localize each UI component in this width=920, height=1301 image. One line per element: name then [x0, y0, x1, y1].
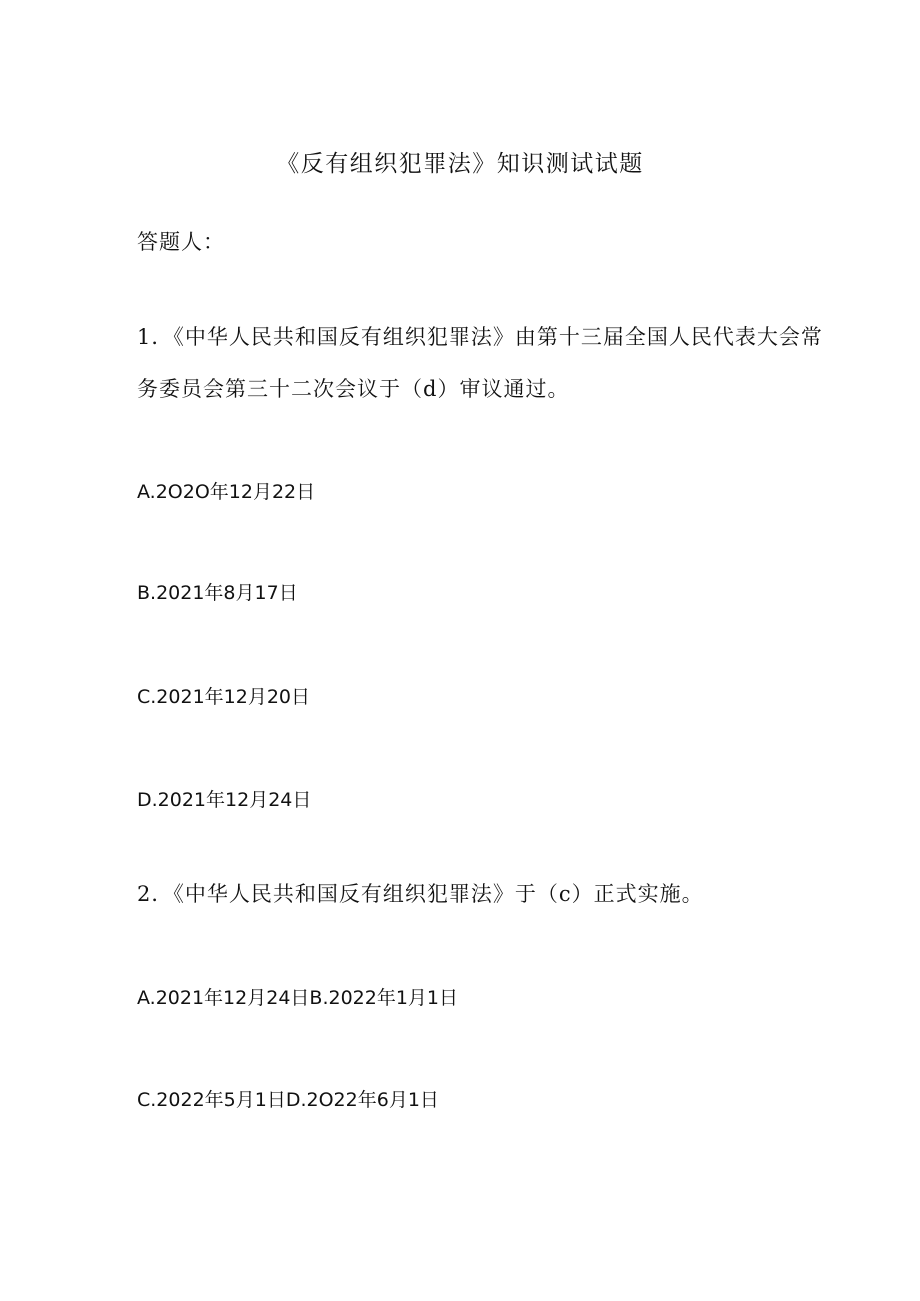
question-2-options-row-1: A.2021年12月24日B.2022年1月1日 — [137, 987, 459, 1009]
question-1-text-line-2: 务委员会第三十二次会议于（d）审议通过。 — [137, 377, 570, 401]
question-2-text: 2．《中华人民共和国反有组织犯罪法》于（c）正式实施。 — [137, 882, 704, 906]
question-1-text-line-1: 1．《中华人民共和国反有组织犯罪法》由第十三届全国人民代表大会常 — [137, 325, 823, 349]
question-2-options-row-2: C.2022年5月1日D.2O22年6月1日 — [137, 1089, 439, 1111]
document-title: 《反有组织犯罪法》知识测试试题 — [276, 151, 644, 177]
question-1-option-b: B.2021年8月17日 — [137, 582, 298, 604]
question-1-option-d: D.2021年12月24日 — [137, 789, 312, 811]
respondent-label: 答题人： — [137, 230, 225, 254]
question-1-option-c: C.2021年12月20日 — [137, 686, 311, 708]
question-1-option-a: A.2O2O年12月22日 — [137, 481, 316, 503]
